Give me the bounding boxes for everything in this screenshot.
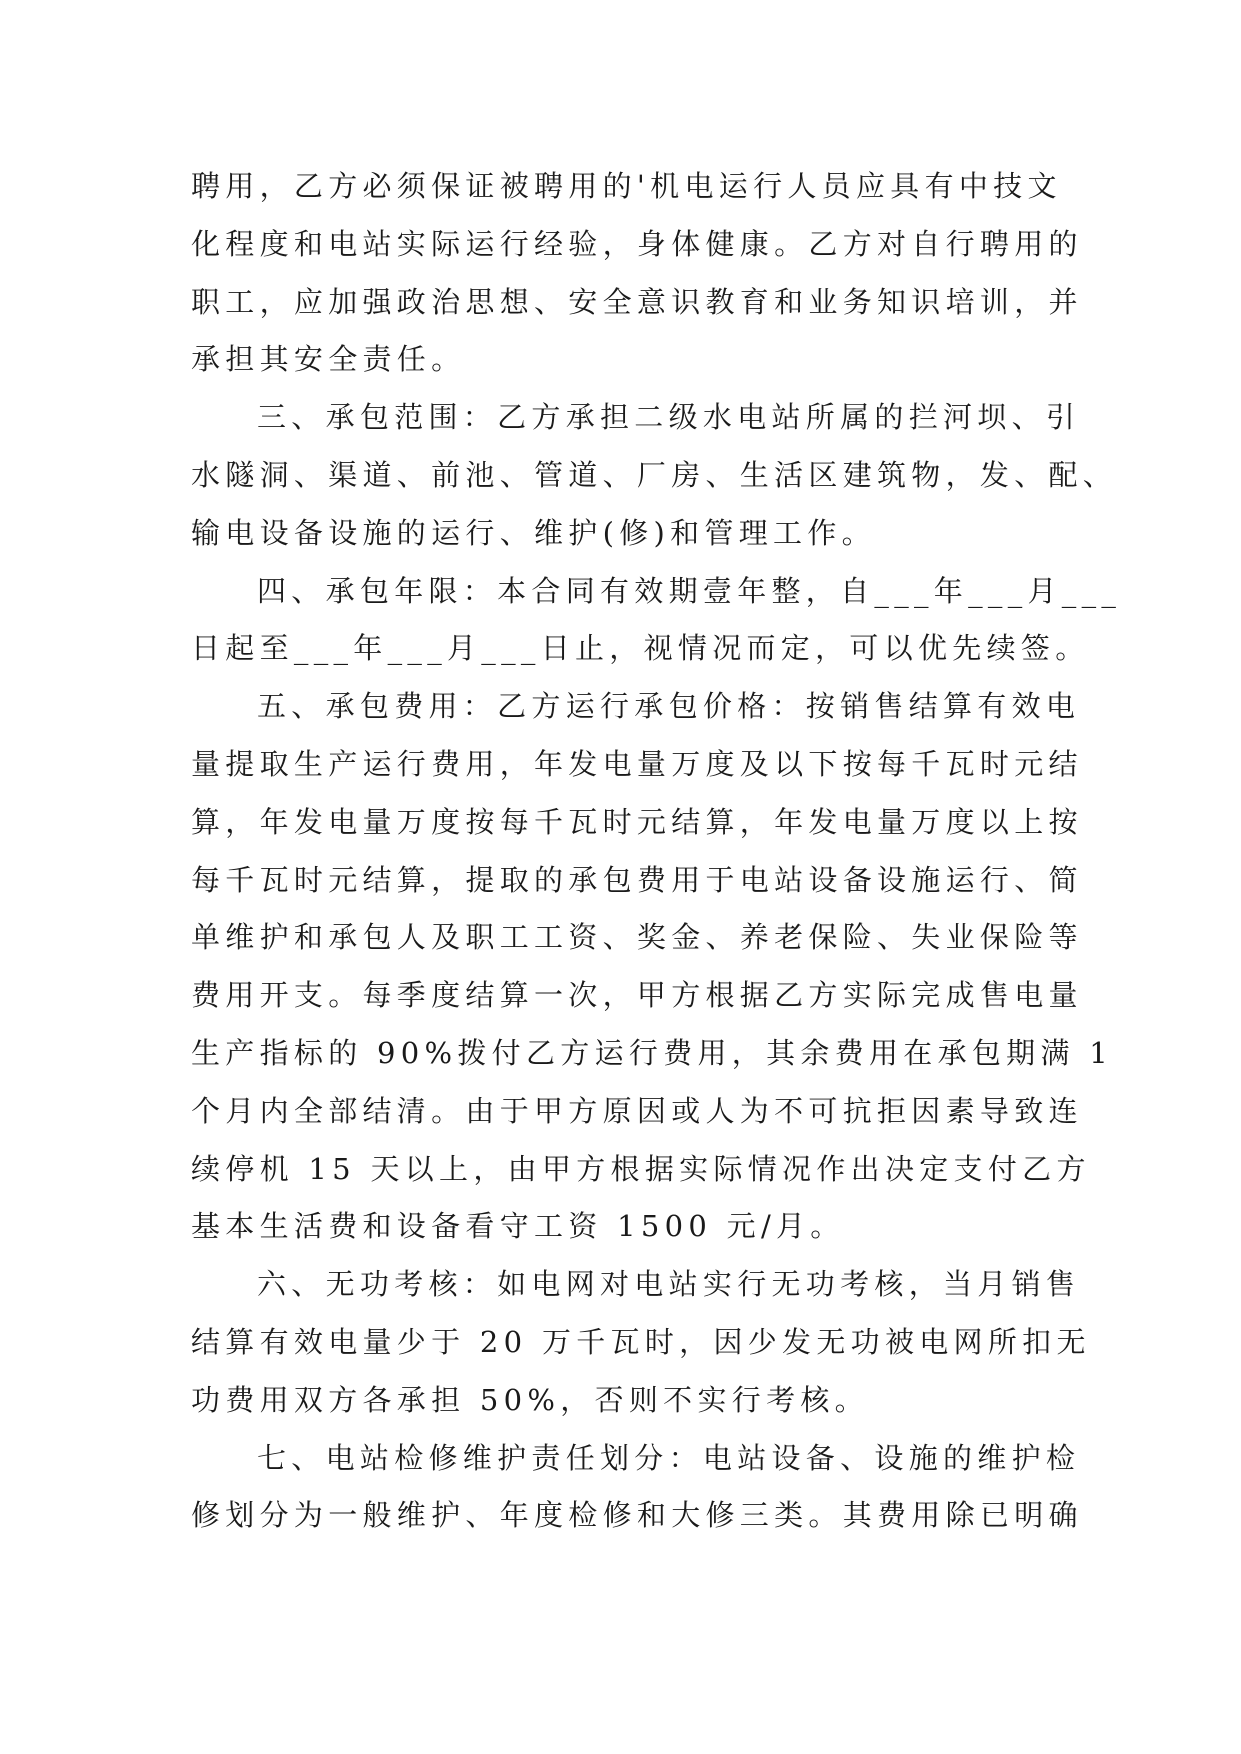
text-line: 职工，应加强政治思想、安全意识教育和业务知识培训，并 xyxy=(191,284,1083,319)
text-line: 个月内全部结清。由于甲方原因或人为不可抗拒因素导致连 xyxy=(191,1093,1083,1128)
body-text xyxy=(191,158,1122,1545)
text-line: 结算有效电量少于 20 万千瓦时，因少发无功被电网所扣无 xyxy=(191,1324,1091,1359)
text-line: 七、电站检修维护责任划分：电站设备、设施的维护检 xyxy=(257,1440,1081,1475)
text-line: 基本生活费和设备看守工资 1500 元/月。 xyxy=(191,1209,845,1244)
paragraph-term xyxy=(191,563,1122,679)
paragraph-scope xyxy=(191,389,1118,562)
text-line: 单维护和承包人及职工工资、奖金、养老保险、失业保险等 xyxy=(191,920,1083,955)
paragraph-employment xyxy=(191,158,1083,389)
text-line: 生产指标的 90%拨付乙方运行费用，其余费用在承包期满 1 xyxy=(191,1035,1114,1070)
text-line: 输电设备设施的运行、维护(修)和管理工作。 xyxy=(191,515,876,550)
text-line: 修划分为一般维护、年度检修和大修三类。其费用除已明确 xyxy=(191,1498,1083,1533)
text-line: 续停机 15 天以上，由甲方根据实际情况作出决定支付乙方 xyxy=(191,1151,1091,1186)
paragraph-maintenance xyxy=(191,1430,1083,1546)
paragraph-reactive-power xyxy=(191,1256,1091,1429)
text-line: 算，年发电量万度按每千瓦时元结算，年发电量万度以上按 xyxy=(191,804,1083,839)
text-line: 日起至___年___月___日止，视情况而定，可以优先续签。 xyxy=(191,631,1090,666)
text-line: 水隧洞、渠道、前池、管道、厂房、生活区建筑物，发、配、 xyxy=(191,457,1118,492)
text-line: 五、承包费用：乙方运行承包价格：按销售结算有效电 xyxy=(257,689,1081,724)
text-line: 功费用双方各承担 50%，否则不实行考核。 xyxy=(191,1382,869,1417)
text-line: 费用开支。每季度结算一次，甲方根据乙方实际完成售电量 xyxy=(191,978,1083,1013)
text-line: 四、承包年限：本合同有效期壹年整，自___年___月___ xyxy=(257,573,1122,608)
text-line: 三、承包范围：乙方承担二级水电站所属的拦河坝、引 xyxy=(257,400,1081,435)
text-line: 承担其安全责任。 xyxy=(191,342,466,377)
text-line: 量提取生产运行费用，年发电量万度及以下按每千瓦时元结 xyxy=(191,746,1083,781)
text-line: 六、无功考核：如电网对电站实行无功考核，当月销售 xyxy=(257,1267,1081,1302)
paragraph-fees xyxy=(191,678,1114,1256)
text-line: 聘用，乙方必须保证被聘用的'机电运行人员应具有中技文 xyxy=(191,169,1062,203)
text-line: 化程度和电站实际运行经验，身体健康。乙方对自行聘用的 xyxy=(191,226,1083,261)
text-line: 每千瓦时元结算，提取的承包费用于电站设备设施运行、简 xyxy=(191,862,1083,897)
